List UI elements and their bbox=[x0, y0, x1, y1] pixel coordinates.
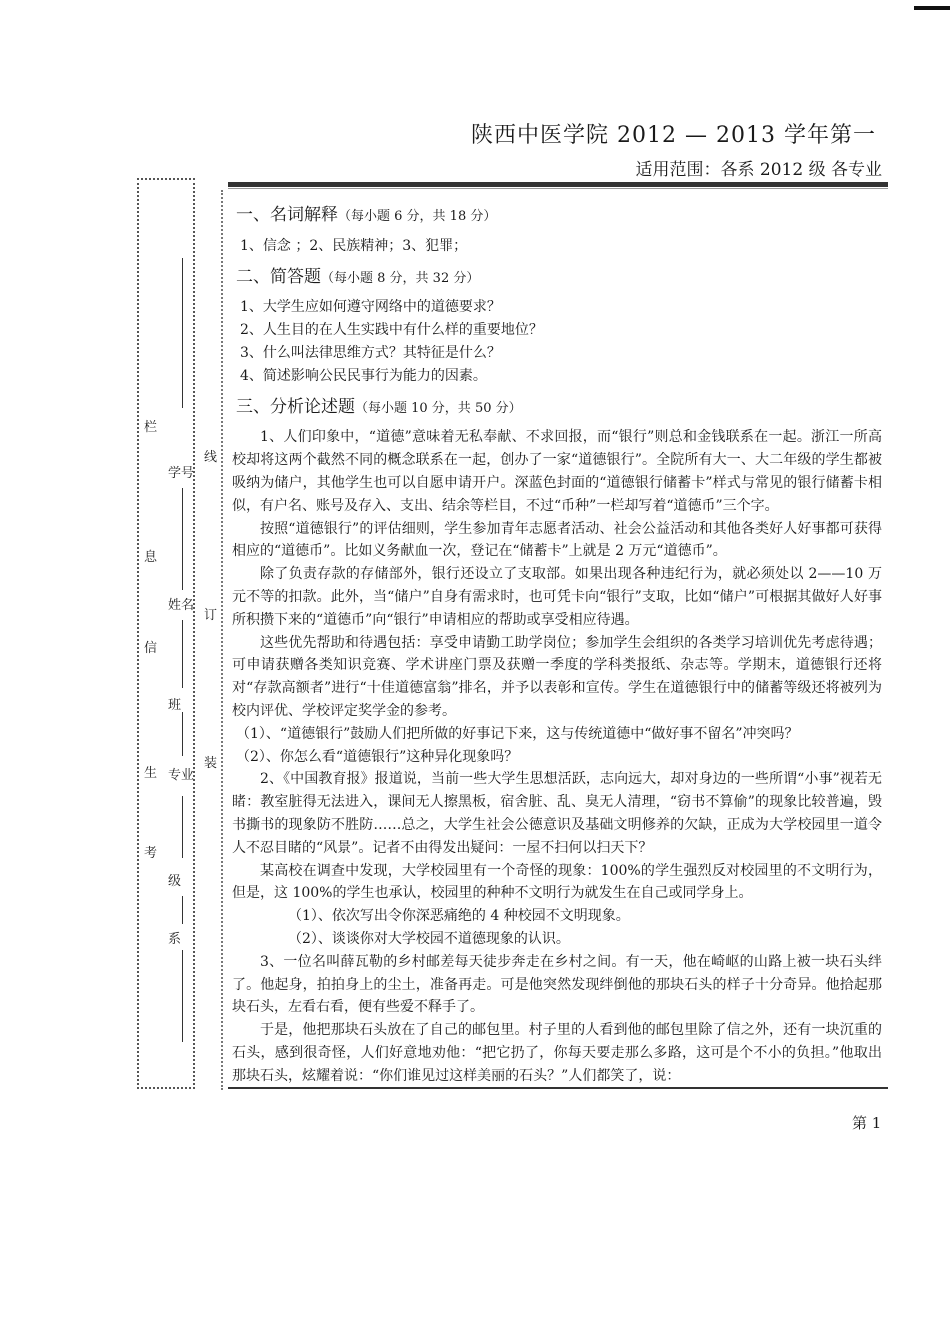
section-1-item: 1、信念 ；2、民族精神；3、犯罪； bbox=[240, 237, 468, 254]
grade-label: 级 bbox=[168, 874, 182, 889]
section-2-item: 2、人生目的在人生实践中有什么样的重要地位？ bbox=[240, 322, 543, 339]
q2-subquestion: （1）、依次写出令你深恶痛绝的 4 种校园不文明现象。 bbox=[288, 908, 630, 925]
name-field[interactable] bbox=[182, 488, 183, 590]
header-rule bbox=[228, 182, 888, 187]
section-1-title: 一、名词解释（每小题 6 分，共 18 分） bbox=[236, 205, 497, 225]
section-2-title: 二、简答题（每小题 8 分，共 32 分） bbox=[236, 266, 480, 287]
seal-char-xian: 线 bbox=[204, 450, 218, 465]
name-label: 姓名 bbox=[168, 598, 195, 613]
major-label: 专业 bbox=[168, 768, 195, 783]
student-id-label: 学号 bbox=[168, 466, 195, 481]
side-char-lan: 栏 bbox=[144, 420, 158, 435]
student-info-strip bbox=[137, 178, 195, 1089]
seal-char-ding: 订 bbox=[204, 608, 218, 623]
class-field[interactable] bbox=[182, 620, 183, 688]
q2-subquestion: （2）、谈谈你对大学校园不道德现象的认识。 bbox=[288, 930, 570, 947]
section-2-item: 3、什么叫法律思维方式？其特征是什么？ bbox=[240, 344, 501, 361]
exam-scope: 适用范围：各系 2012 级 各专业 bbox=[635, 160, 882, 180]
section-3-title: 三、分析论述题（每小题 10 分，共 50 分） bbox=[236, 396, 522, 417]
page-number: 第 1 bbox=[852, 1114, 882, 1132]
exam-body bbox=[232, 200, 882, 1087]
section-2-item: 4、简述影响公民民事行为能力的因素。 bbox=[240, 367, 487, 384]
student-id-field[interactable] bbox=[182, 258, 183, 408]
q1-paragraph: 除了负责存款的存储部外，银行还设立了支取部。如果出现各种违纪行为，就必须处以 2——10 万元不等的扣款。此外，当“储户”自身有需求时，也可凭卡向“银行”支取，比如“储户”可根据其做好人好事所积攒下来的“道德币”向“银行”申请相应的帮助或享受相应待遇。 bbox=[232, 566, 882, 628]
major-field[interactable] bbox=[182, 712, 183, 756]
q2-paragraph: 2、《中国教育报》报道说，当前一些大学生思想活跃，志向远大，却对身边的一些所谓“小事”视若无睹：教室脏得无法进入，课间无人擦黑板，宿舍脏、乱、臭无人清理，“窃书不算偷”的现象比较普遍，毁书撕书的现象防不胜防……总之，大学生社会公德意识及基础文明修养的欠缺，正成为大学校园里一道令人不忍目睹的“风景”。记者不由得发出疑问：一屋不扫何以扫天下？ bbox=[232, 771, 882, 856]
q1-paragraph: 这些优先帮助和待遇包括：享受申请勤工助学岗位；参加学生会组织的各类学习培训优先考虑待遇；可申请获赠各类知识竞赛、学术讲座门票及获赠一季度的学科类报纸、杂志等。学期末，道德银行还将对“存款高额者”进行“十佳道德富翁”排名，并予以表彰和宣传。学生在道德银行中的储蓄等级还将被列为校内评优、学校评定奖学金的参考。 bbox=[232, 634, 882, 719]
section-2-item: 1、大学生应如何遵守网络中的道德要求？ bbox=[240, 299, 501, 316]
q1-paragraph: 1、人们印象中，“道德”意味着无私奉献、不求回报，而“银行”则总和金钱联系在一起。浙江一所高校却将这两个截然不同的概念联系在一起，创办了一家“道德银行”。全院所有大一、大二年级的学生都被吸纳为储户，其他学生也可以自愿申请开户。深蓝色封面的“道德银行储蓄卡”样式与常见的银行储蓄卡相似，有户名、账号及存入、支出、结余等栏目，不过“币种”一栏却写着“道德币”三个字。 bbox=[232, 429, 882, 514]
dept-label: 系 bbox=[168, 932, 182, 947]
q1-subquestion: （1）、“道德银行”鼓励人们把所做的好事记下来，这与传统道德中“做好事不留名”冲突吗？ bbox=[236, 725, 799, 742]
seal-char-zhuang: 装 bbox=[204, 756, 218, 771]
grade-field[interactable] bbox=[182, 796, 183, 858]
scan-corner-mark bbox=[914, 6, 950, 10]
footer-rule bbox=[228, 1087, 888, 1089]
dept-field-lower[interactable] bbox=[182, 950, 183, 1042]
q3-paragraph: 于是，他把那块石头放在了自己的邮包里。村子里的人看到他的邮包里除了信之外，还有一块沉重的石头，感到很奇怪，人们好意地劝他：“把它扔了，你每天要走那么多路，这可是个不小的负担。”他取出那块石头，炫耀着说：“你们谁见过这样美丽的石头？”人们都笑了，说： bbox=[232, 1022, 882, 1084]
q1-paragraph: 按照“道德银行”的评估细则，学生参加青年志愿者活动、社会公益活动和其他各类好人好事都可获得相应的“道德币”。比如义务献血一次，登记在“储蓄卡”上就是 2 万元“道德币”。 bbox=[232, 520, 882, 560]
class-label: 班 bbox=[168, 698, 182, 713]
side-char-xin: 信 bbox=[144, 641, 158, 656]
q3-paragraph: 3、一位名叫薛瓦勒的乡村邮差每天徒步奔走在乡村之间。有一天，他在崎岖的山路上被一块石头绊了。他起身，拍拍身上的尘土，准备再走。可是他突然发现绊倒他的那块石头的样子十分奇异。他拾起那块石头，左看右看，便有些爱不释手了。 bbox=[232, 953, 882, 1016]
side-char-kao: 考 bbox=[144, 846, 158, 861]
exam-title: 陕西中医学院 2012 — 2013 学年第一 bbox=[471, 123, 876, 148]
seal-line bbox=[221, 190, 223, 1090]
dept-field[interactable] bbox=[182, 896, 183, 924]
q2-paragraph: 某高校在调查中发现，大学校园里有一个奇怪的现象：100%的学生强烈反对校园里的不文明行为，但是，这 100%的学生也承认，校园里的种种不文明行为就发生在自己或同学身上。 bbox=[232, 862, 882, 902]
side-char-xi: 息 bbox=[144, 550, 158, 565]
side-char-sheng: 生 bbox=[144, 766, 158, 781]
header-rule-thin bbox=[228, 188, 888, 189]
q1-subquestion: （2）、你怎么看“道德银行”这种异化现象吗？ bbox=[236, 748, 519, 765]
